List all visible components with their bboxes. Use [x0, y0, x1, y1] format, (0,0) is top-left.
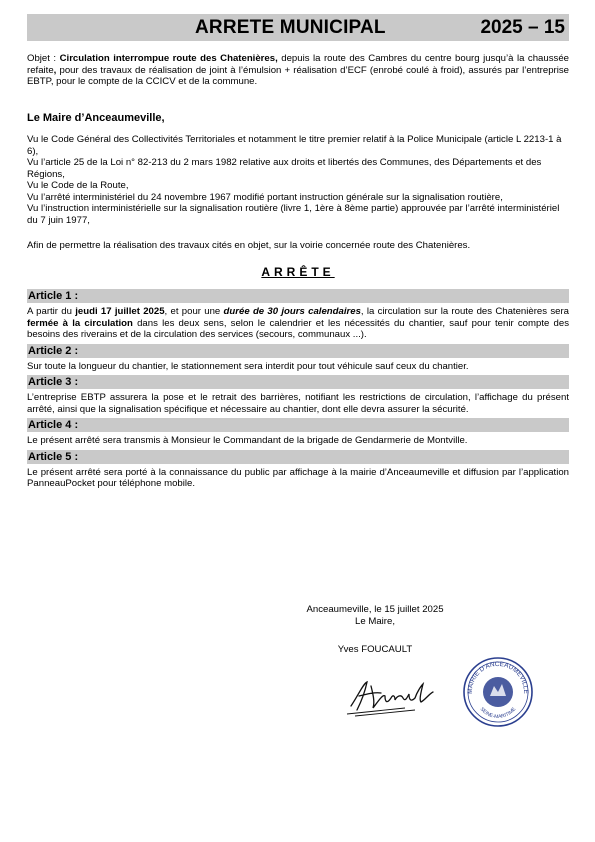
seal-bottom-text: SEINE-MARITIME — [478, 706, 518, 721]
document-page — [27, 14, 569, 490]
signature-role: Le Maire, — [355, 616, 395, 627]
svg-text:SEINE-MARITIME — [479, 706, 518, 720]
article-text: , la circulation sur la route des Chatenières sera — [360, 306, 570, 317]
objet-comma: , — [53, 64, 57, 76]
objet-text-1: depuis la route des Cambres du centre bourg jusqu’à la chaussée refaite — [27, 53, 569, 76]
article-duration: durée de 30 jours calendaires — [223, 306, 361, 317]
handwritten-signature — [345, 672, 445, 718]
signature-block — [306, 604, 444, 656]
article-4-heading: Article 4 : — [27, 418, 569, 432]
objet-text-2: pour des travaux de réalisation de joint à l’émulsion + réalisation d’ECF (enrobé coulé à froid), assurés par l’entreprise EBTP, pour le compte de la CCICV et de la commune. — [27, 64, 569, 87]
vu-line: Vu le Code de la Route, — [27, 180, 129, 191]
article-text: dans les deux sens, selon le calendrier et les nécessités du chantier, sauf pour tenir compte des besoins des riverains et de la circulation des services (secours, communaux ...). — [27, 317, 569, 340]
objet-paragraph — [27, 53, 569, 88]
article-text: , et pour une — [164, 306, 224, 317]
article-2-heading: Article 2 : — [27, 344, 569, 358]
article-4-body: Le présent arrêté sera transmis à Monsieur le Commandant de la brigade de Gendarmerie de Montville. — [27, 435, 468, 446]
article-1-heading: Article 1 : — [27, 289, 569, 303]
seal-top-text: MAIRIE D'ANCEAUMEVILLE — [466, 660, 530, 694]
article-closure: fermée à la circulation — [27, 317, 133, 329]
afin-paragraph: Afin de permettre la réalisation des travaux cités en objet, sur la voirie concernée route des Chatenières. — [27, 240, 471, 251]
vu-line: Vu l’arrêté interministériel du 24 novembre 1967 modifié portant instruction générale sur la signalisation routière, — [27, 191, 503, 203]
objet-label: Objet : — [27, 53, 57, 64]
article-5-heading: Article 5 : — [27, 450, 569, 464]
mairie-seal — [462, 656, 534, 728]
document-title: ARRETE MUNICIPAL — [195, 16, 386, 38]
article-2-body: Sur toute la longueur du chantier, le stationnement sera interdit pour tout véhicule sauf ceux du chantier. — [27, 360, 469, 372]
arrete-heading: ARRÊTE — [261, 264, 335, 279]
signature-place-date: Anceaumeville, le 15 juillet 2025 — [306, 604, 444, 615]
maire-title: Le Maire d’Anceaumeville, — [27, 111, 165, 124]
vu-line: Vu le Code Général des Collectivités Territoriales et notamment le titre premier relatif à la Police Municipale (article L 2213-1 à 6), — [27, 134, 562, 157]
vu-line: Vu l’article 25 de la Loi n° 82-213 du 2 mars 1982 relative aux droits et libertés des Communes, des Départements et des Régions, — [27, 157, 542, 180]
article-date: jeudi 17 juillet 2025 — [75, 306, 165, 317]
article-3-body: L’entreprise EBTP assurera la pose et le retrait des barrières, notifiant les restrictions de circulation, l’affichage du présent arrêté, ainsi que la signalisation spécifique et nécessaire au chantier, dont elle devra assurer la sécurité. — [27, 392, 569, 415]
document-number: 2025 – 15 — [480, 16, 565, 38]
vu-line: Vu l’instruction interministérielle sur la signalisation routière (livre 1, 1ère à 8ème partie) approuvée par l’arrêté interministériel du 7 juin 1977, — [27, 203, 560, 226]
header-bar — [27, 14, 569, 41]
article-text: A partir du — [27, 306, 76, 317]
signature-name: Yves FOUCAULT — [337, 644, 413, 655]
vu-list — [27, 134, 569, 226]
article-3-heading: Article 3 : — [27, 375, 569, 389]
objet-subject: Circulation interrompue route des Chatenières, — [59, 53, 278, 64]
article-1-body — [27, 306, 569, 341]
article-5-body: Le présent arrêté sera porté à la connaissance du public par affichage à la mairie d’Anceaumeville et diffusion par l’application PanneauPocket pour téléphone mobile. — [27, 466, 569, 489]
